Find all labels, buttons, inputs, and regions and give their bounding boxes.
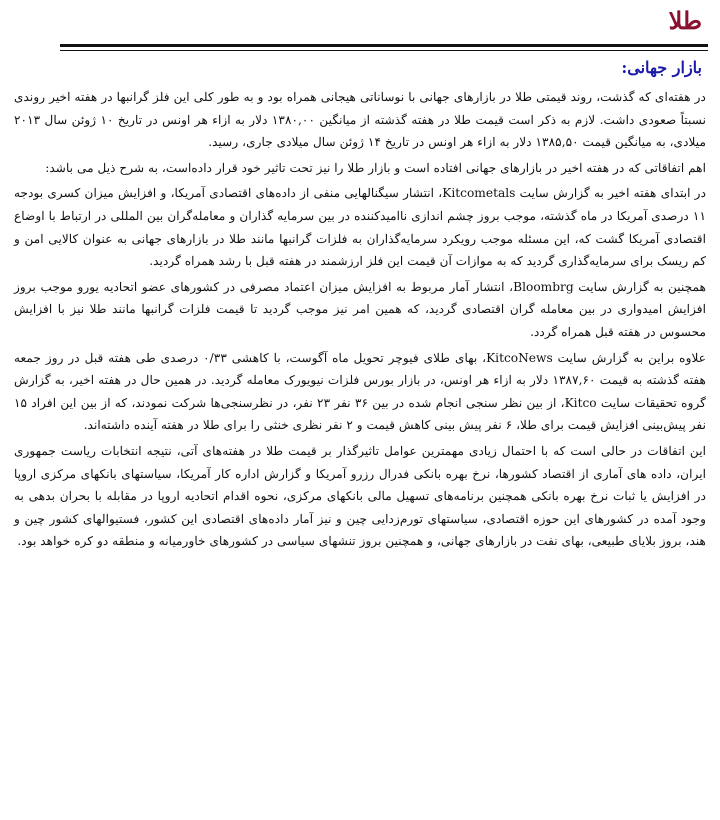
paragraph-kitconews: علاوه براین به گزارش سایت KitcoNews، بهای طلای فیوچر تحویل ماه آگوست، با کاهشی ۰/۳۳ درصدی طی هفته قبل در روز جمعه هفته گذشته به قیمت ۱۳۸۷,۶۰ دلار به ازاء هر اونس، در بازار بورس فلزات نیویورک معامله گردید. در همین حال در هفته اخیر، به گزارش گروه تحقیقات سایت Kitco، از بین نظر سنجی انجام شده در بین ۳۶ نفر ۲۳ نفر، در نظرسنجی‌ها شرکت نمودند، که از بین این افراد ۱۵ نفر پیش‌بینی افزایش قیمت برای طلا، ۶ نفر پیش بینی کاهش قیمت و ۲ نفر نظری خنثی را برای طلا در هفته آینده داشته‌اند. (14, 350, 706, 433)
header-rule-thin (60, 50, 708, 51)
header-rule-thick (60, 44, 708, 47)
paragraph-events-lead: اهم اتفاقاتی که در هفته اخیر در بازارهای جهانی افتاده است و بازار طلا را نیز تحت تاثیر خود قرار داده‌است، به شرح ذیل می باشد: (45, 160, 706, 175)
gold-logo: طلا (668, 6, 702, 35)
paragraph-intro: در هفته‌ای که گذشت، روند قیمتی طلا در بازارهای جهانی با نوساناتی هیجانی همراه بود و به طور کلی این فلز گرانبها در هفته اخیر روندی نسبتاً صعودی داشت. لازم به ذکر است قیمت طلا در هفته گذشته از میانگین ۱۳۸۰,۰۰ دلار به ازاء هر اونس در تاریخ ۱۰ ژوئن سال ۲۰۱۳ میلادی، به میانگین قیمت ۱۳۸۵,۵۰ دلار به ازاء هر اونس در تاریخ ۱۴ ژوئن سال میلادی جاری، رسید. (14, 90, 706, 150)
paragraph-bloombrg: همچنین به گزارش سایت Bloombrg، انتشار آمار مربوط به افزایش میزان اعتماد مصرفی در کشورهای عضو اتحادیه یورو موجب بروز افزایش امیدواری در بین معامله گران اقتصادی گردید، که همین امر نیز موجب گردید تا قیمت فلزات گرانبها مانند طلا نیز با افزایش محسوس در هفته قبل همراه گردد. (14, 279, 707, 339)
section-title: بازار جهانی: (621, 58, 702, 77)
paragraph-kitcometals: در ابتدای هفته اخیر به گزارش سایت Kitcometals، انتشار سیگنالهایی منفی از داده‌های اقتصادی آمریکا، و افزایش میزان کسری بودجه ۱۱ درصدی آمریکا در ماه گذشته، موجب بروز چشم اندازی ناامیدکننده در بین سرمایه گذاران و معامله‌گران بین المللی در ارتباط با اوضاع اقتصادی آمریکا گشت که، این مسئله موجب رویکرد سرمایه‌گذاران به فلزات گرانبها مانند طلا در بازارهای جهانی به عنوان کالایی امن و کم ریسک برای سرمایه‌گذاری گردید که به موازات آن قیمت این فلز ارزشمند در هفته قبل با رشد همراه گردید. (14, 186, 706, 269)
paragraph-outlook: این اتفاقات در حالی است که با احتمال زیادی مهمترین عوامل تاثیرگذار بر قیمت طلا در هفته‌های آتی، نتیجه انتخابات ریاست جمهوری ایران، داده های آماری از اقتصاد کشورها، نرخ بهره بانکی فدرال رزرو آمریکا و گزارش اداره کار آمریکا، سیاستهای بانکهای مرکزی اروپا در افزایش یا ثبات نرخ بهره بانکی همچنین برنامه‌های تسهیل مالی بانکهای مرکزی، نحوه اقدام اتحادیه اروپا در مقابله با بحران بدهی به وجود آمده در کشورهای این حوزه اقتصادی، سیاستهای تورم‌زدایی چین و نیز آمار داده‌های اقتصادی این کشور، فستیوالهای کشور چین و هند، بروز بلایای طبیعی، بهای نفت در بازارهای جهانی، و همچنین بروز تنشهای سیاسی در کشورهای خاورمیانه و منطقه دو کره خواهد بود. (14, 443, 706, 549)
article-body (14, 86, 706, 556)
